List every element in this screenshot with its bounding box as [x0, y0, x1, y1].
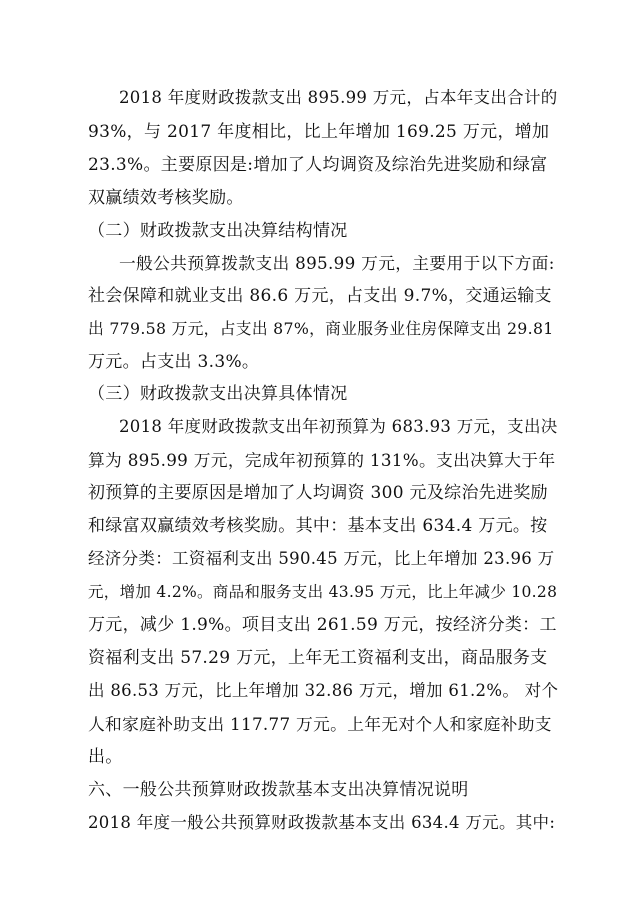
paragraph-line: 出 779.58 万元，占支出 87%，商业服务业住房保障支出 29.81 — [88, 319, 554, 338]
section-heading: （二）财政拨款支出决算结构情况 — [88, 221, 348, 241]
paragraph-line: 双赢绩效考核奖励。 — [88, 188, 244, 208]
paragraph-line: 人和家庭补助支出 117.77 万元。上年无对个人和家庭补助支 — [88, 714, 552, 734]
paragraph-line: 万元。占支出 3.3%。 — [88, 352, 260, 372]
paragraph-line: 23.3%。主要原因是:增加了人均调资及综治先进奖励和绿富 — [88, 155, 548, 175]
paragraph-line: 2018 年度财政拨款支出年初预算为 683.93 万元，支出决 — [119, 417, 558, 436]
paragraph-line: 2018 年度财政拨款支出 895.99 万元，占本年支出合计的 — [119, 88, 558, 107]
section-heading: （三）财政拨款支出决算具体情况 — [88, 384, 348, 404]
paragraph-line: 93%，与 2017 年度相比，比上年增加 169.25 万元，增加 — [88, 122, 550, 142]
paragraph-line: 一般公共预算拨款支出 895.99 万元，主要用于以下方面: — [119, 253, 555, 273]
paragraph-line: 算为 895.99 万元，完成年初预算的 131%。支出决算大于年 — [88, 450, 556, 470]
section-heading: 六、一般公共预算财政拨款基本支出决算情况说明 — [88, 780, 469, 800]
paragraph-line: 和绿富双赢绩效考核奖励。其中：基本支出 634.4 万元。按 — [88, 516, 548, 536]
paragraph-line: 经济分类：工资福利支出 590.45 万元，比上年增加 23.96 万 — [88, 549, 555, 568]
paragraph-line: 社会保障和就业支出 86.6 万元，占支出 9.7%，交通运输支 — [88, 286, 552, 306]
paragraph-line: 出 86.53 万元，比上年增加 32.86 万元，增加 61.2%。 对个 — [88, 681, 559, 700]
paragraph-line: 初预算的主要原因是增加了人均调资 300 元及综治先进奖励 — [88, 483, 548, 503]
paragraph-line: 出。 — [88, 747, 123, 767]
paragraph-line: 资福利支出 57.29 万元，上年无工资福利支出，商品服务支 — [88, 648, 548, 668]
paragraph-line: 万元，减少 1.9%。项目支出 261.59 万元，按经济分类：工 — [88, 615, 557, 635]
paragraph-line: 2018 年度一般公共预算财政拨款基本支出 634.4 万元。其中: — [88, 813, 556, 832]
paragraph-line: 元，增加 4.2%。商品和服务支出 43.95 万元，比上年减少 10.28 — [88, 583, 558, 601]
